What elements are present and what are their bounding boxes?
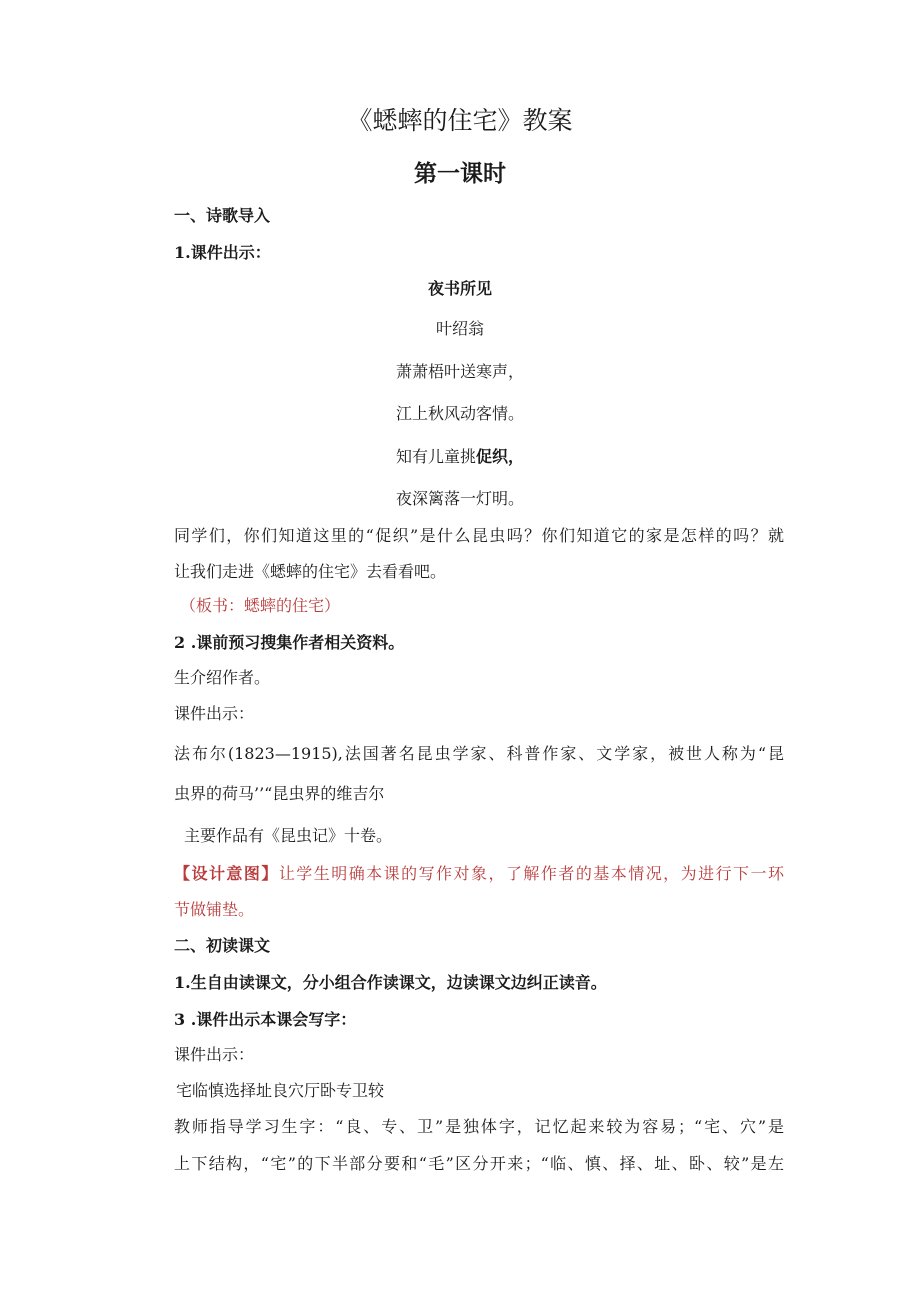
poem-line-4: 夜深篱落一灯明。 — [395, 489, 524, 508]
poem-line-1: 萧萧梧叶送寒声， — [395, 362, 524, 381]
poem-author: 叶绍翁 — [435, 319, 484, 338]
intro-paragraph-line-2: 让我们走进《蟋蟀的住宅》去看看吧。 — [174, 562, 447, 581]
design-intent-text: 让学生明确本课的写作对象，了解作者的基本情况，为进行下一环 — [278, 864, 784, 883]
author-paragraph-line-1: 法布尔(1823—1915),法国著名昆虫学家、科普作家、文学家，被世人称为“昆 — [174, 744, 784, 763]
board-note: （板书：蟋蟀的住宅） — [180, 596, 341, 615]
section-1-heading: 一、诗歌导入 — [174, 206, 271, 225]
section-2-heading: 二、初读课文 — [174, 936, 271, 955]
poem-title: 夜书所见 — [427, 279, 492, 298]
courseware-show-label-2: 课件出示： — [174, 1045, 255, 1064]
poem-line-3 — [0, 447, 920, 467]
section-2-item-3: 3 .课件出示本课会写字： — [174, 1010, 357, 1029]
student-intro: 生介绍作者。 — [174, 668, 271, 687]
characters-to-write: 宅临慎选择址良穴厅卧专卫较 — [176, 1081, 385, 1100]
works-line: 主要作品有《昆虫记》十卷。 — [184, 826, 393, 845]
teaching-paragraph-line-1: 教师指导学习生字：“良、专、卫”是独体字，记忆起来较为容易；“宅、穴”是 — [174, 1117, 784, 1136]
poem-line-3-text: 知有儿童挑 — [395, 447, 476, 466]
design-intent-label: 【设计意图】 — [174, 864, 279, 883]
intro-paragraph-line-1: 同学们，你们知道这里的“促织”是什么昆虫吗？你们知道它的家是怎样的吗？就 — [174, 526, 784, 545]
section-1-item-1: 1.课件出示： — [174, 243, 271, 262]
poem-line-2: 江上秋风动客情。 — [395, 404, 524, 423]
poem-line-3-bold: 促织， — [476, 447, 525, 466]
doc-title: 《蟋蟀的住宅》教案 — [347, 106, 573, 135]
lesson-subtitle: 第一课时 — [414, 160, 506, 187]
section-2-item-1: 1.生自由读课文，分小组合作读课文，边读课文边纠正读音。 — [174, 973, 607, 992]
courseware-show-label-1: 课件出示： — [174, 704, 255, 723]
section-1-item-2: 2 .课前预习搜集作者相关资料。 — [174, 633, 405, 652]
design-intent-line-2: 节做铺垫。 — [174, 900, 255, 919]
author-paragraph-line-2: 虫界的荷马’’“昆虫界的维吉尔 — [174, 784, 385, 803]
teaching-paragraph-line-2: 上下结构，“宅”的下半部分要和“毛”区分开来；“临、慎、择、址、卧、较”是左 — [174, 1154, 784, 1173]
design-intent-line-1 — [174, 864, 784, 884]
